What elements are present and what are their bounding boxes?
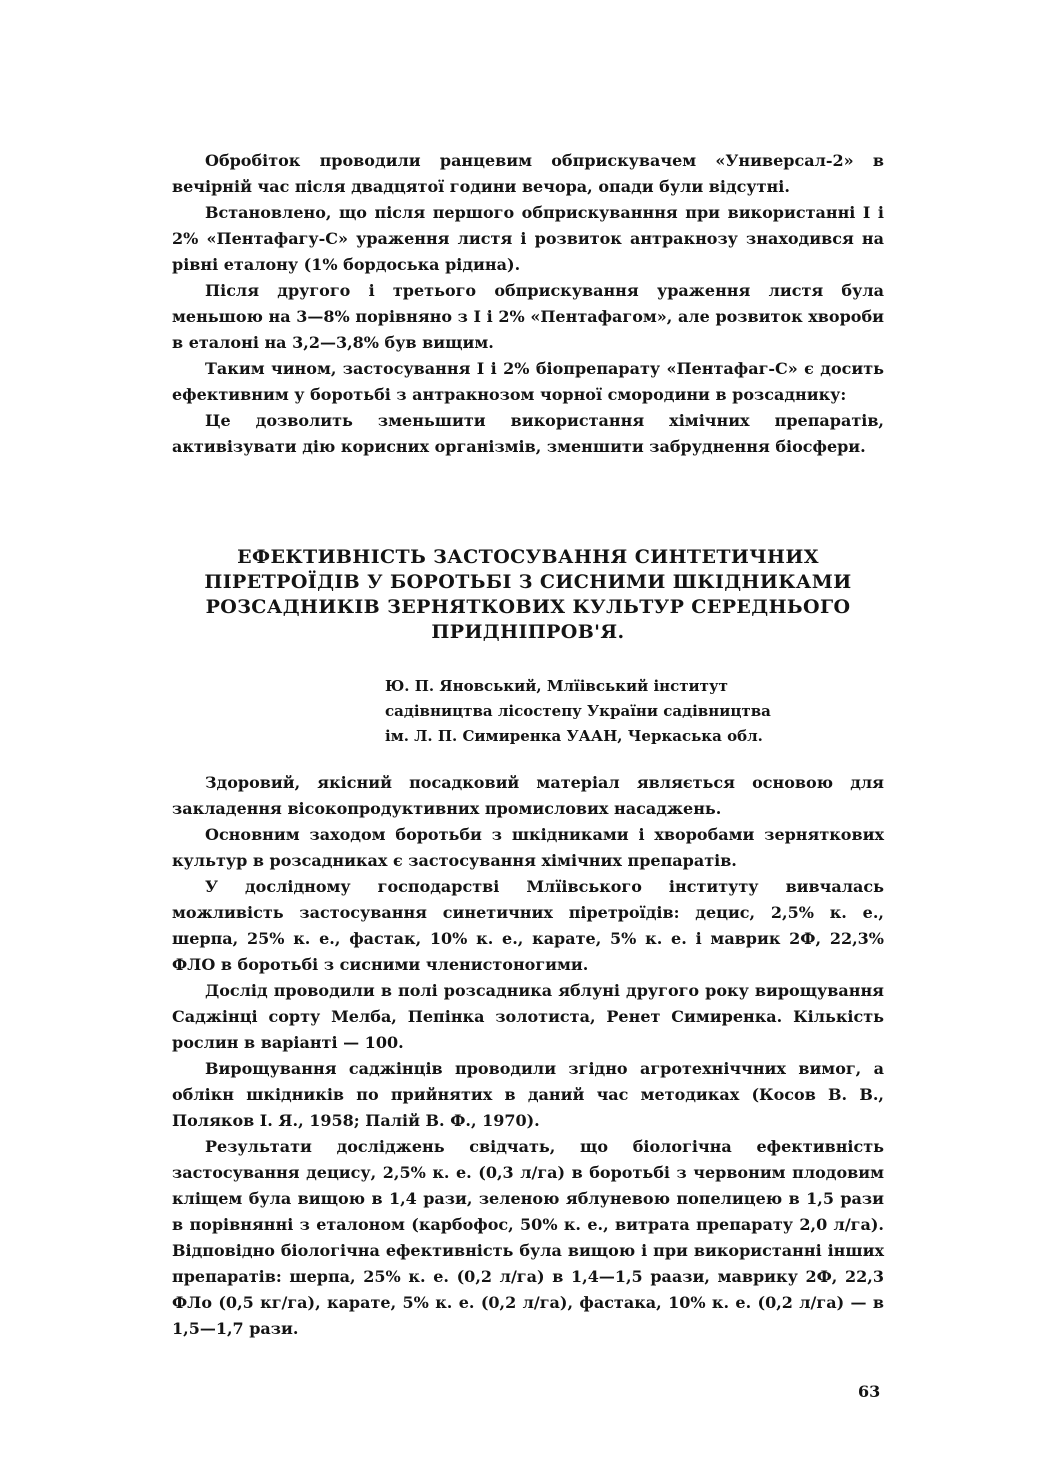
paragraph: Результати досліджень свідчать, що біологічна ефективність застосування децису, 2,5% к. е. (0,3 л/га) в боротьбі з червоним плодовим кліщем була вищою в 1,4 рази, зеленою яблуневою попелицею в 1,5 рази в порівнянні з еталоном (карбофос, 50% к. е., витрата препарату 2,0 л/га). Відповідно біологічна ефективність була вищою і при використанні інших препаратів: шерпа, 25% к. е. (0,2 л/га) в 1,4—1,5 раази, маврику 2Ф, 22,3 ФЛо (0,5 кг/га), карате, 5% к. е. (0,2 л/га), фастака, 10% к. е. (0,2 л/га) — в 1,5—1,7 рази. <box>172 1137 884 1338</box>
paragraph: Після другого і третього обприскування ураження листя була меньшою на 3—8% порівняно з I і 2% «Пентафагом», але розвиток хвороби в еталоні на 3,2—3,8% був вищим. <box>172 281 884 352</box>
paragraph: Це дозволить зменьшити використання хімічних препаратів, активізувати дію корисних організмів, зменшити забруднення біосфери. <box>172 411 884 456</box>
paragraph: Встановлено, що після першого обприскуванння при використанні I і 2% «Пентафагу-С» ураження листя і розвиток антракнозу знаходився на рівні еталону (1% бордоська рідина). <box>172 203 884 274</box>
author-line: Ю. П. Яновський, Млїівський інститут <box>385 677 728 695</box>
paragraph: Дослід проводили в полі розсадника яблуні другого року вирощування Саджінці сорту Мелба, Пепінка золотиста, Ренет Симиренка. Кількість рослин в варіанті — 100. <box>172 981 884 1052</box>
paragraph: Вирощування саджінців проводили згідно агротехніччних вимог, а облікн шкідників по прийнятих в даний час методиках (Косов В. В., Поляков І. Я., 1958; Палій В. Ф., 1970). <box>172 1059 884 1130</box>
author-affiliation <box>385 674 855 749</box>
title-line: ПРИДНІПРОВ'Я. <box>431 621 625 643</box>
page-number: 63 <box>858 1382 881 1401</box>
author-line: ім. Л. П. Симиренка УААН, Черкаська обл. <box>385 727 763 745</box>
article-title <box>170 545 886 645</box>
paragraph: Основним заходом боротьби з шкідниками і хворобами зерняткових культур в розсадниках є застосування хімічних препаратів. <box>172 825 884 870</box>
paragraph: У дослідному господарстві Млїівського інституту вивчалась можливість застосування синетичних піретроїдів: децис, 2,5% к. е., шерпа, 25% к. е., фастак, 10% к. е., карате, 5% к. е. і маврик 2Ф, 22,3% ФЛО в боротьбі з сисними членистоногими. <box>172 877 884 974</box>
paragraph: Обробіток проводили ранцевим обприскувачем «Универсал-2» в вечірній час після двадцятої години вечора, опади були відсутні. <box>172 151 884 196</box>
title-line: РОЗСАДНИКІВ ЗЕРНЯТКОВИХ КУЛЬТУР СЕРЕДНЬОГО <box>205 596 851 618</box>
top-section <box>172 148 884 460</box>
title-line: ЕФЕКТИВНІСТЬ ЗАСТОСУВАННЯ СИНТЕТИЧНИХ <box>237 546 819 568</box>
author-line: садівництва лісостепу України садівництва <box>385 702 771 720</box>
paragraph: Здоровий, якісний посадковий матеріал являється основою для закладення вісокопродуктивних промислових насаджень. <box>172 773 884 818</box>
article-body <box>172 770 884 1342</box>
title-line: ПІРЕТРОЇДІВ У БОРОТЬБІ З СИСНИМИ ШКІДНИКАМИ <box>204 571 852 593</box>
paragraph: Таким чином, застосування I і 2% біопрепарату «Пентафаг-С» є досить ефективним у боротьбі з антракнозом чорної смородини в розсаднику: <box>172 359 884 404</box>
